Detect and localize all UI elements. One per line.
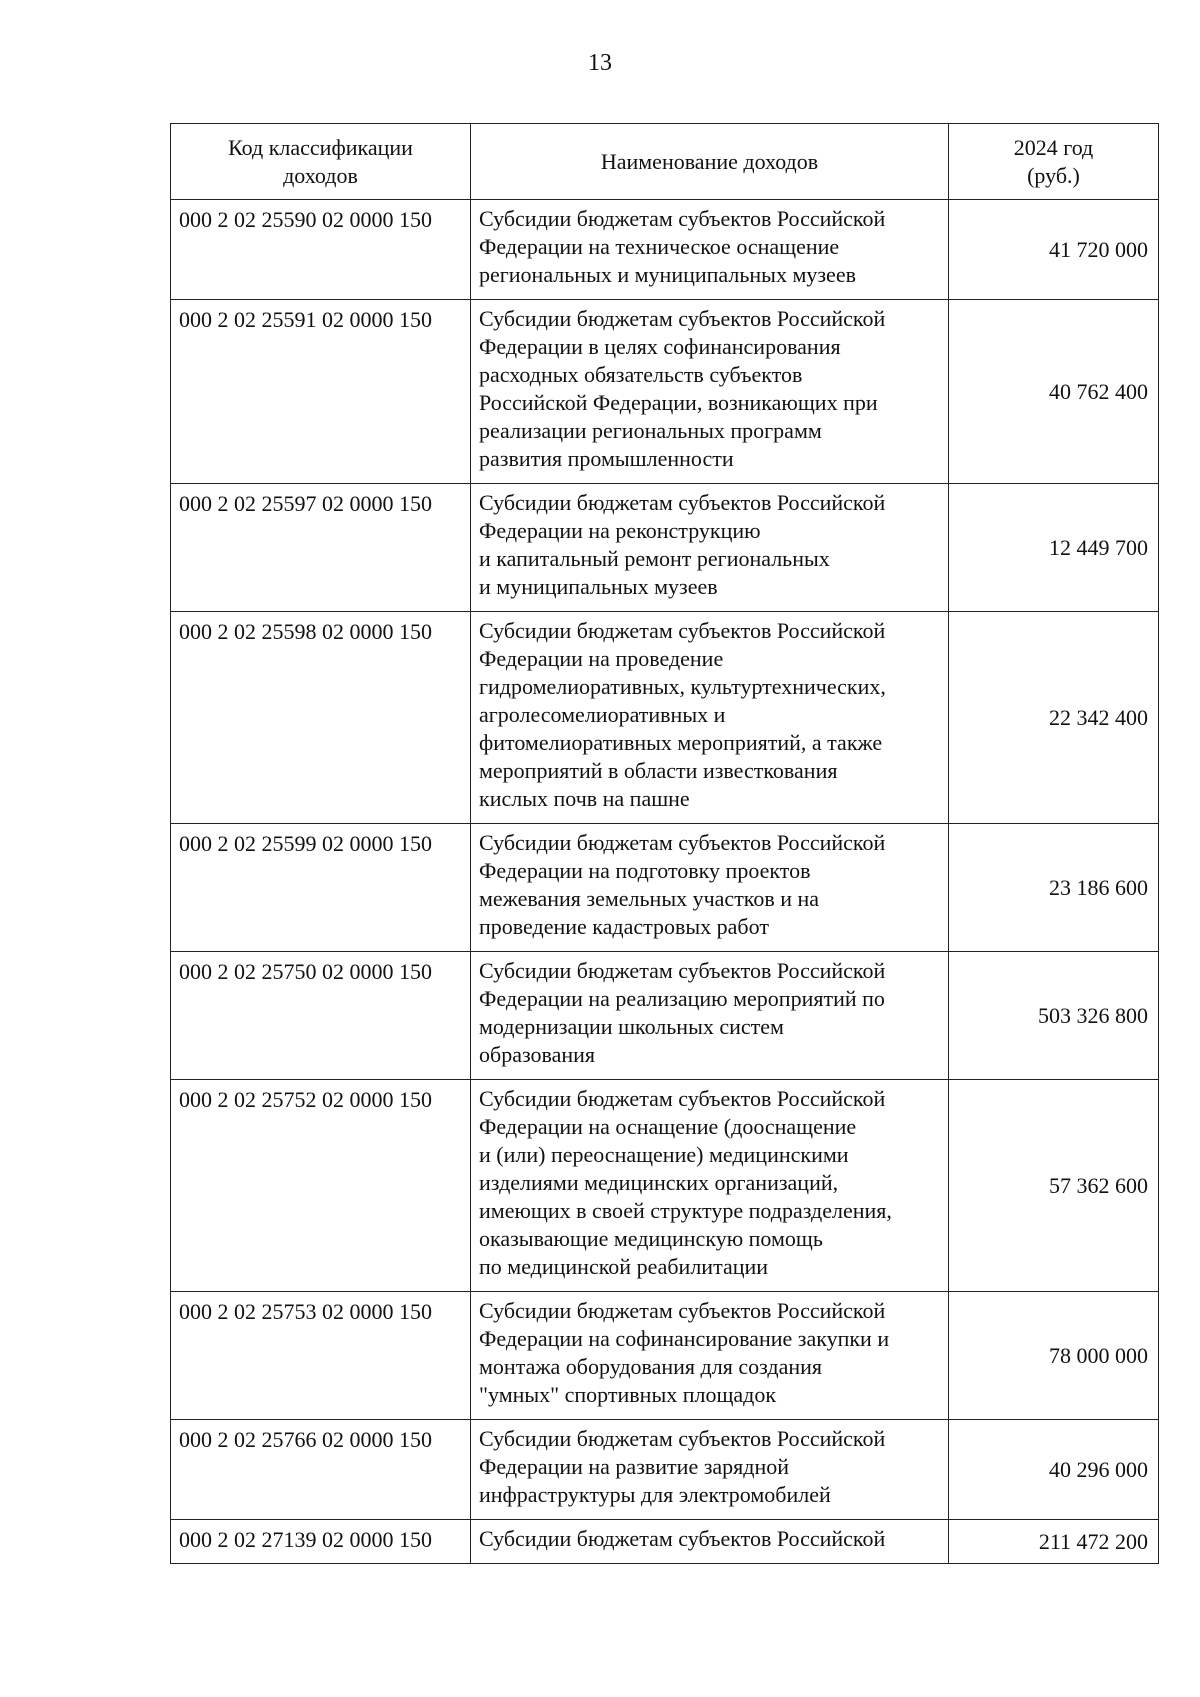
revenue-name-line: и (или) переоснащение) медицинскими [479, 1142, 849, 1167]
revenue-name-line: инфраструктуры для электромобилей [479, 1482, 831, 1507]
revenue-name-line: мероприятий в области известкования [479, 758, 838, 783]
table-body [171, 200, 1159, 1564]
revenue-name-line: Субсидии бюджетам субъектов Российской [479, 618, 886, 643]
classification-code-cell: 000 2 02 25591 02 0000 150 [171, 300, 471, 484]
table-row [171, 824, 1159, 952]
header-name-line: Наименование доходов [600, 148, 819, 174]
table-row [171, 200, 1159, 300]
revenue-name-line: Федерации на техническое оснащение [479, 234, 840, 259]
classification-code-cell: 000 2 02 25752 02 0000 150 [171, 1080, 471, 1292]
revenue-name-line: Субсидии бюджетам субъектов Российской [479, 206, 886, 231]
table-row [171, 1080, 1159, 1292]
revenue-name-line: фитомелиоративных мероприятий, а также [479, 730, 883, 755]
classification-code-cell: 000 2 02 25597 02 0000 150 [171, 484, 471, 612]
revenue-name-line: региональных и муниципальных музеев [479, 262, 856, 287]
revenue-name-line: Федерации на подготовку проектов [479, 858, 811, 883]
revenue-name-line: Федерации на развитие зарядной [479, 1454, 790, 1479]
revenue-name-cell [471, 1080, 949, 1292]
header-code-line: Код классификации [228, 134, 413, 160]
revenue-name-line: и капитальный ремонт региональных [479, 546, 830, 571]
amount-cell: 22 342 400 [949, 612, 1159, 824]
revenue-name-line: Субсидии бюджетам субъектов Российской [479, 1086, 886, 1111]
revenue-name-line: межевания земельных участков и на [479, 886, 820, 911]
revenue-table [170, 123, 1159, 1564]
revenue-name-line: Субсидии бюджетам субъектов Российской [479, 1298, 886, 1323]
revenue-name-cell [471, 200, 949, 300]
amount-cell: 12 449 700 [949, 484, 1159, 612]
revenue-name-line: агролесомелиоративных и [479, 702, 726, 727]
revenue-name-cell [471, 1520, 949, 1564]
revenue-name-line: Субсидии бюджетам субъектов Российской [479, 490, 886, 515]
revenue-name-line: монтажа оборудования для создания [479, 1354, 823, 1379]
revenue-name-line: кислых почв на пашне [479, 786, 690, 811]
revenue-name-line: "умных" спортивных площадок [479, 1382, 777, 1407]
table-row [171, 1420, 1159, 1520]
revenue-name-line: Федерации на софинансирование закупки и [479, 1326, 890, 1351]
revenue-name-line: изделиями медицинских организаций, [479, 1170, 839, 1195]
amount-cell: 23 186 600 [949, 824, 1159, 952]
revenue-name-cell [471, 1420, 949, 1520]
amount-cell: 503 326 800 [949, 952, 1159, 1080]
amount-cell: 211 472 200 [949, 1520, 1159, 1564]
table-row [171, 612, 1159, 824]
classification-code-cell: 000 2 02 25590 02 0000 150 [171, 200, 471, 300]
header-name [471, 124, 949, 200]
header-amount-line: (руб.) [1027, 162, 1080, 188]
revenue-name-line: Субсидии бюджетам субъектов Российской [479, 830, 886, 855]
revenue-name-cell [471, 612, 949, 824]
header-amount [949, 124, 1159, 200]
classification-code-cell: 000 2 02 25753 02 0000 150 [171, 1292, 471, 1420]
revenue-name-line: Субсидии бюджетам субъектов Российской [479, 958, 886, 983]
revenue-name-cell [471, 952, 949, 1080]
revenue-name-cell [471, 484, 949, 612]
classification-code-cell: 000 2 02 25599 02 0000 150 [171, 824, 471, 952]
classification-code-cell: 000 2 02 25750 02 0000 150 [171, 952, 471, 1080]
classification-code-cell: 000 2 02 27139 02 0000 150 [171, 1520, 471, 1564]
revenue-name-line: образования [479, 1042, 596, 1067]
classification-code-cell: 000 2 02 25598 02 0000 150 [171, 612, 471, 824]
revenue-name-line: и муниципальных музеев [479, 574, 718, 599]
revenue-name-line: имеющих в своей структуре подразделения, [479, 1198, 892, 1223]
revenue-name-line: расходных обязательств субъектов [479, 362, 803, 387]
table-row [171, 952, 1159, 1080]
revenue-name-line: Субсидии бюджетам субъектов Российской [479, 1426, 886, 1451]
table-row [171, 300, 1159, 484]
revenue-name-line: реализации региональных программ [479, 418, 822, 443]
revenue-name-line: Федерации на реализацию мероприятий по [479, 986, 885, 1011]
revenue-name-line: Федерации на реконструкцию [479, 518, 761, 543]
table-row [171, 1520, 1159, 1564]
amount-cell: 57 362 600 [949, 1080, 1159, 1292]
header-amount-line: 2024 год [1013, 134, 1094, 160]
revenue-name-line: Субсидии бюджетам субъектов Российской [479, 306, 886, 331]
revenue-name-line: гидромелиоративных, культуртехнических, [479, 674, 886, 699]
revenue-name-line: развития промышленности [479, 446, 734, 471]
amount-cell: 40 296 000 [949, 1420, 1159, 1520]
revenue-name-cell [471, 1292, 949, 1420]
revenue-name-line: Федерации в целях софинансирования [479, 334, 841, 359]
amount-cell: 40 762 400 [949, 300, 1159, 484]
header-code-line: доходов [283, 162, 358, 188]
table-header-row [171, 124, 1159, 200]
revenue-name-line: Федерации на проведение [479, 646, 724, 671]
revenue-name-line: проведение кадастровых работ [479, 914, 769, 939]
revenue-name-line: Российской Федерации, возникающих при [479, 390, 878, 415]
table-row [171, 484, 1159, 612]
revenue-name-line: оказывающие медицинскую помощь [479, 1226, 823, 1251]
revenue-name-line: по медицинской реабилитации [479, 1254, 769, 1279]
header-code [171, 124, 471, 200]
classification-code-cell: 000 2 02 25766 02 0000 150 [171, 1420, 471, 1520]
revenue-name-cell [471, 300, 949, 484]
revenue-name-line: модернизации школьных систем [479, 1014, 784, 1039]
amount-cell: 78 000 000 [949, 1292, 1159, 1420]
revenue-name-line: Субсидии бюджетам субъектов Российской [479, 1526, 886, 1551]
page-number: 13 [588, 50, 612, 76]
revenue-name-cell [471, 824, 949, 952]
table-row [171, 1292, 1159, 1420]
amount-cell: 41 720 000 [949, 200, 1159, 300]
revenue-name-line: Федерации на оснащение (дооснащение [479, 1114, 857, 1139]
